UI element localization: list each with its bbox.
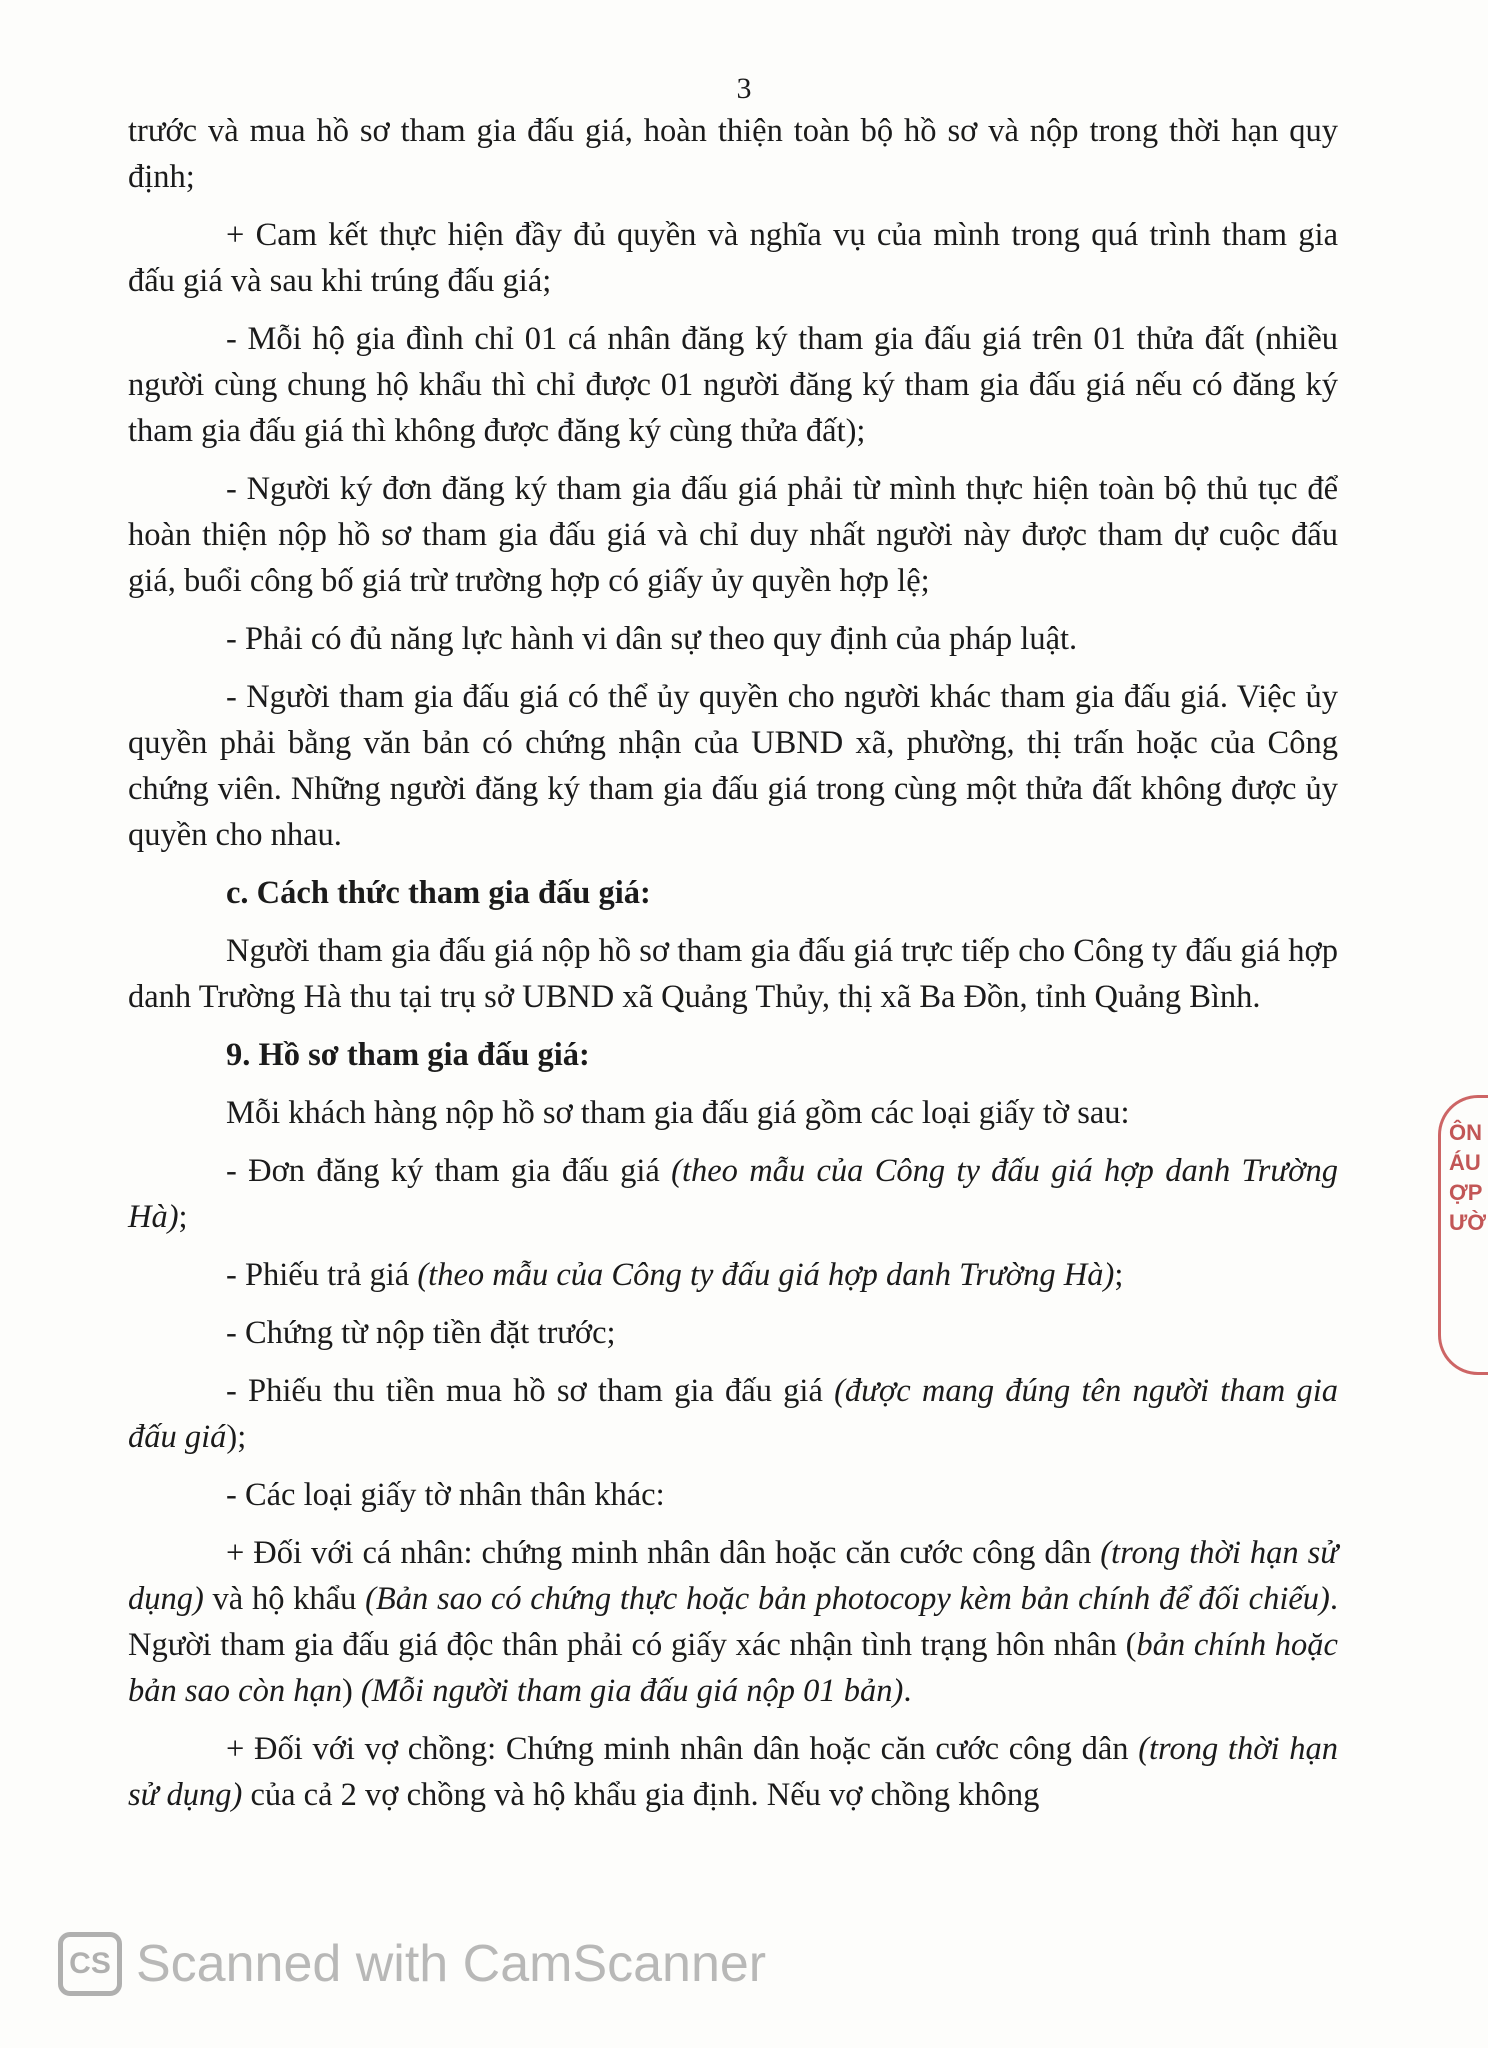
section-heading-9: 9. Hồ sơ tham gia đấu giá:: [226, 1037, 590, 1073]
paragraph: - Người tham gia đấu giá có thể ủy quyền cho người khác tham gia đấu giá. Việc ủy quyền phải bằng văn bản có chứng nhận của UBND xã, phường, thị trấn hoặc của Công chứng viên. Những người đăng ký tham gia đấu giá trong cùng một thửa đất không được ủy quyền cho nhau.: [128, 679, 1338, 853]
paragraph: - Phải có đủ năng lực hành vi dân sự theo quy định của pháp luật.: [226, 621, 1078, 657]
red-stamp-fragment: ÔN ÁU ỢP ƯỜ: [1438, 1095, 1488, 1375]
paragraph: + Cam kết thực hiện đầy đủ quyền và nghĩa vụ của mình trong quá trình tham gia đấu giá và sau khi trúng đấu giá;: [128, 217, 1338, 299]
camscanner-logo-icon: CS: [58, 1932, 122, 1996]
paragraph: - Mỗi hộ gia đình chỉ 01 cá nhân đăng ký tham gia đấu giá trên 01 thửa đất (nhiều người cùng chung hộ khẩu thì chỉ được 01 người đăng ký tham gia đấu giá nếu có đăng ký tham gia đấu giá thì không được đăng ký cùng thửa đất);: [128, 321, 1338, 449]
camscanner-watermark: [58, 1932, 766, 1996]
list-item: - Đơn đăng ký tham gia đấu giá (theo mẫu của Công ty đấu giá hợp danh Trường Hà);: [128, 1153, 1338, 1235]
document-body: [128, 108, 1338, 1830]
list-item: + Đối với cá nhân: chứng minh nhân dân hoặc căn cước công dân (trong thời hạn sử dụng) và hộ khẩu (Bản sao có chứng thực hoặc bản photocopy kèm bản chính để đối chiếu). Người tham gia đấu giá độc thân phải có giấy xác nhận tình trạng hôn nhân (bản chính hoặc bản sao còn hạn) (Mỗi người tham gia đấu giá nộp 01 bản).: [128, 1535, 1338, 1709]
paragraph: trước và mua hồ sơ tham gia đấu giá, hoàn thiện toàn bộ hồ sơ và nộp trong thời hạn quy định;: [128, 113, 1338, 195]
list-item: + Đối với vợ chồng: Chứng minh nhân dân hoặc căn cước công dân (trong thời hạn sử dụng) của cả 2 vợ chồng và hộ khẩu gia định. Nếu vợ chồng không: [128, 1731, 1339, 1813]
list-item: - Phiếu thu tiền mua hồ sơ tham gia đấu giá (được mang đúng tên người tham gia đấu giá);: [128, 1373, 1339, 1455]
paragraph: Người tham gia đấu giá nộp hồ sơ tham gia đấu giá trực tiếp cho Công ty đấu giá hợp danh Trường Hà thu tại trụ sở UBND xã Quảng Thủy, thị xã Ba Đồn, tỉnh Quảng Bình.: [128, 933, 1338, 1015]
list-item: - Chứng từ nộp tiền đặt trước;: [226, 1315, 616, 1351]
watermark-text: Scanned with CamScanner: [136, 1935, 767, 1993]
paragraph: - Người ký đơn đăng ký tham gia đấu giá phải từ mình thực hiện toàn bộ thủ tục để hoàn thiện nộp hồ sơ tham gia đấu giá và chỉ duy nhất người này được tham dự cuộc đấu giá, buổi công bố giá trừ trường hợp có giấy ủy quyền hợp lệ;: [128, 471, 1338, 599]
page-number: 3: [736, 72, 752, 105]
section-heading-c: c. Cách thức tham gia đấu giá:: [226, 875, 651, 911]
list-item: - Các loại giấy tờ nhân thân khác:: [226, 1477, 665, 1513]
list-item: - Phiếu trả giá (theo mẫu của Công ty đấu giá hợp danh Trường Hà);: [226, 1257, 1124, 1293]
paragraph: Mỗi khách hàng nộp hồ sơ tham gia đấu giá gồm các loại giấy tờ sau:: [226, 1095, 1130, 1131]
